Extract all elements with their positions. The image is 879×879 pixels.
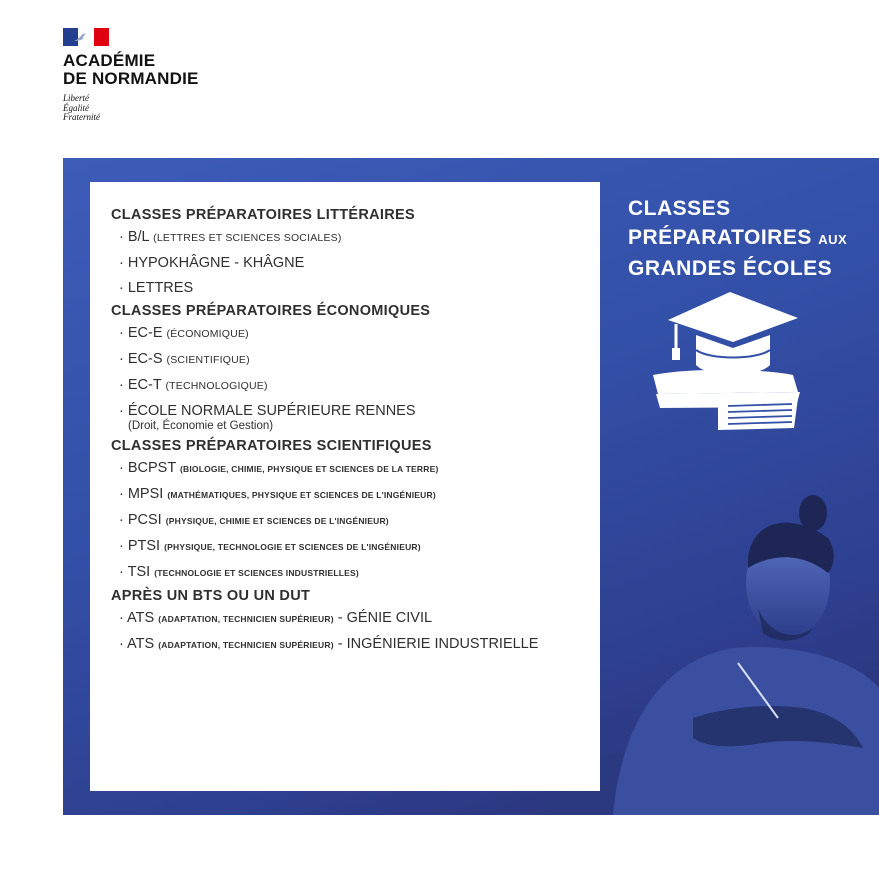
item-main: · LETTRES	[119, 280, 194, 296]
item-sub: (TECHNOLOGIQUE)	[165, 380, 268, 392]
item-sub: (ADAPTATION, TECHNICIEN SUPÉRIEUR)	[158, 614, 334, 624]
item-main: · EC-E	[119, 325, 163, 341]
item-sub: (ÉCONOMIQUE)	[166, 328, 249, 340]
graduation-cap-on-books-icon	[648, 290, 808, 435]
list-item	[119, 373, 591, 399]
list-item	[119, 632, 591, 658]
motto-fraternite: Fraternité	[63, 112, 100, 122]
banner-title-line1: CLASSES	[628, 197, 731, 220]
republic-motto	[63, 94, 263, 123]
motto-liberte: Liberté	[63, 93, 89, 103]
banner-title-line2-small: AUX	[818, 232, 848, 247]
banner-title-line2-main: PRÉPARATOIRES	[628, 226, 812, 249]
list-item	[119, 456, 591, 482]
list-item	[119, 347, 591, 373]
list-item	[119, 251, 591, 276]
item-main: · BCPST	[119, 460, 176, 476]
item-sub: (SCIENTIFIQUE)	[166, 354, 250, 366]
section-title-litteraires: CLASSES PRÉPARATOIRES LITTÉRAIRES	[111, 207, 415, 223]
french-flag-icon	[63, 28, 109, 46]
item-main: · MPSI	[119, 486, 164, 502]
marianne-icon	[72, 31, 90, 43]
item-sub: (BIOLOGIE, CHIMIE, PHYSIQUE ET SCIENCES DE LA TERRE)	[179, 464, 439, 474]
list-item	[119, 276, 591, 301]
org-name-line2: DE NORMANDIE	[63, 69, 199, 88]
list-item	[119, 482, 591, 508]
section-title-apres-bts: APRÈS UN BTS OU UN DUT	[111, 588, 311, 604]
item-main: · EC-T	[119, 377, 162, 393]
item-main: · HYPOKHÂGNE - KHÂGNE	[119, 255, 305, 271]
item-sub: (PHYSIQUE, CHIMIE ET SCIENCES DE L'INGÉNIEUR)	[165, 516, 389, 526]
list-item	[119, 321, 591, 347]
item-main: · ÉCOLE NORMALE SUPÉRIEURE RENNES	[119, 403, 416, 419]
item-main: · B/L	[119, 229, 150, 245]
item-sub: (LETTRES ET SCIENCES SOCIALES)	[153, 232, 342, 244]
section-title-economiques: CLASSES PRÉPARATOIRES ÉCONOMIQUES	[111, 303, 431, 319]
item-main: · PTSI	[119, 538, 161, 554]
item-note: (Droit, Économie et Gestion)	[128, 420, 274, 432]
list-item	[119, 560, 591, 586]
section-title-scientifiques: CLASSES PRÉPARATOIRES SCIENTIFIQUES	[111, 438, 432, 454]
item-sub: (PHYSIQUE, TECHNOLOGIE ET SCIENCES DE L'INGÉNIEUR)	[164, 542, 421, 552]
academie-logo[interactable]	[63, 28, 263, 123]
item-main: · ATS	[119, 636, 155, 652]
list-item	[119, 399, 591, 433]
item-sub: (ADAPTATION, TECHNICIEN SUPÉRIEUR)	[158, 640, 334, 650]
item-main: · TSI	[119, 564, 151, 580]
list-item	[119, 225, 591, 251]
item-main: · ATS	[119, 610, 155, 626]
banner-title	[628, 194, 847, 283]
org-name-line1: ACADÉMIE	[63, 51, 156, 70]
item-main: · EC-S	[119, 351, 163, 367]
banner-title-line3: GRANDES ÉCOLES	[628, 257, 833, 280]
item-sub: (MATHÉMATIQUES, PHYSIQUE ET SCIENCES DE L'INGÉNIEUR)	[167, 490, 436, 500]
org-name	[63, 52, 263, 88]
list-item	[119, 606, 591, 632]
motto-egalite: Égalité	[63, 102, 89, 113]
item-suffix: - INGÉNIERIE INDUSTRIELLE	[337, 636, 539, 652]
programs-card	[90, 182, 600, 791]
item-main: · PCSI	[119, 512, 162, 528]
item-sub: (TECHNOLOGIE ET SCIENCES INDUSTRIELLES)	[154, 568, 359, 578]
banner-title-line2	[628, 223, 847, 254]
list-item	[119, 534, 591, 560]
banner	[63, 158, 879, 815]
item-suffix: - GÉNIE CIVIL	[337, 610, 433, 626]
list-item	[119, 508, 591, 534]
programs-list	[111, 204, 591, 658]
